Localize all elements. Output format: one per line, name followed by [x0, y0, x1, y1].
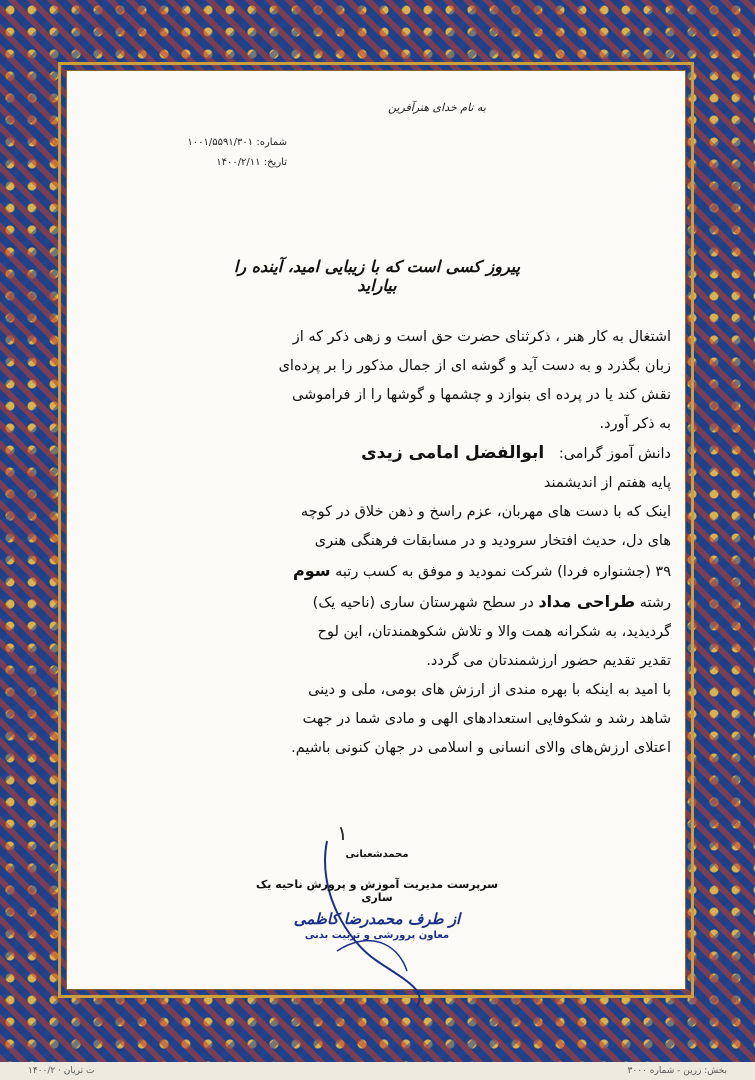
- invocation-heading: به نام خدای هنرآفرین: [388, 101, 486, 114]
- field-label: رشته: [639, 595, 671, 611]
- rank-value: سوم: [293, 561, 331, 580]
- body-line: اعتلای ارزش‌های والای انسانی و اسلامی در جهان کنونی باشیم.: [291, 740, 671, 756]
- body-line: اینک که با دست های مهربان، عزم راسخ و ذهن خلاق در کوچه: [300, 504, 671, 520]
- document-date: تاریخ: ۱۴۰۰/۲/۱۱: [216, 157, 287, 168]
- signature-block: [247, 849, 507, 941]
- body-line: تقدیر تقدیم حضور ارزشمندتان می گردد.: [426, 653, 671, 669]
- document-meta: [137, 133, 287, 173]
- student-line: [179, 439, 671, 469]
- field-value: طراحی مداد: [538, 592, 636, 611]
- body-line: زبان بگذرد و به دست آید و گوشه ای از جمال مذکور را بر پرده‌ای: [278, 358, 671, 374]
- body-line: به ذکر آورد.: [599, 416, 671, 432]
- body-line: گردیدید، به شکرانه همت والا و تلاش شکوهمندتان، این لوح: [317, 624, 671, 640]
- field-line: [179, 587, 671, 618]
- motto-title: پیروز کسی است که با زیبایی امید، آینده را بیاراید: [233, 257, 521, 295]
- footer-left: ت تریان · ۱۴۰۰/۲: [28, 1066, 95, 1076]
- signatory-title: سرپرست مدیریت آموزش و پرورش ناحیه یک ساری: [256, 878, 498, 904]
- grade-line: پایه هفتم از اندیشمند: [543, 475, 671, 491]
- body-line: با امید به اینکه با بهره مندی از ارزش های بومی، ملی و دینی: [308, 682, 671, 698]
- body-line: شاهد رشد و شکوفایی استعدادهای الهی و مادی شما در جهت: [302, 711, 671, 727]
- student-label: دانش آموز گرامی:: [558, 446, 671, 462]
- body-line: نقش کند یا در پرده ای بنوازد و چشمها و گوشها را از فراموشی: [292, 387, 671, 403]
- certificate-body: [179, 323, 671, 763]
- signature-mark: ١: [337, 821, 348, 845]
- body-line: در سطح شهرستان ساری (ناحیه یک): [312, 595, 534, 611]
- body-line: های دل، حدیث افتخار سرودید و در مسابقات فرهنگی هنری: [314, 533, 671, 549]
- rank-line: [179, 556, 671, 587]
- certificate-paper: [66, 70, 686, 990]
- on-behalf-signature: از طرف محمدرضا کاظمی: [293, 910, 461, 928]
- body-line: اشتغال به کار هنر ، ذکرثنای حضرت حق است و زهی ذکر که از: [292, 329, 671, 345]
- footer-right: بخش: زرین - شماره ۳۰۰۰: [627, 1066, 727, 1076]
- signatory-role: معاون پرورشی و تربیت بدنی: [304, 930, 450, 941]
- body-line: ۳۹ (جشنواره فردا) شرکت نمودید و موفق به کسب رتبه: [335, 564, 671, 580]
- signatory-name: محمدشعبانی: [345, 849, 409, 860]
- document-number: شماره: ۱۰۰۱/۵۵۹۱/۳۰۱: [187, 137, 287, 148]
- student-name: ابوالفضل امامی زیدی: [361, 443, 545, 463]
